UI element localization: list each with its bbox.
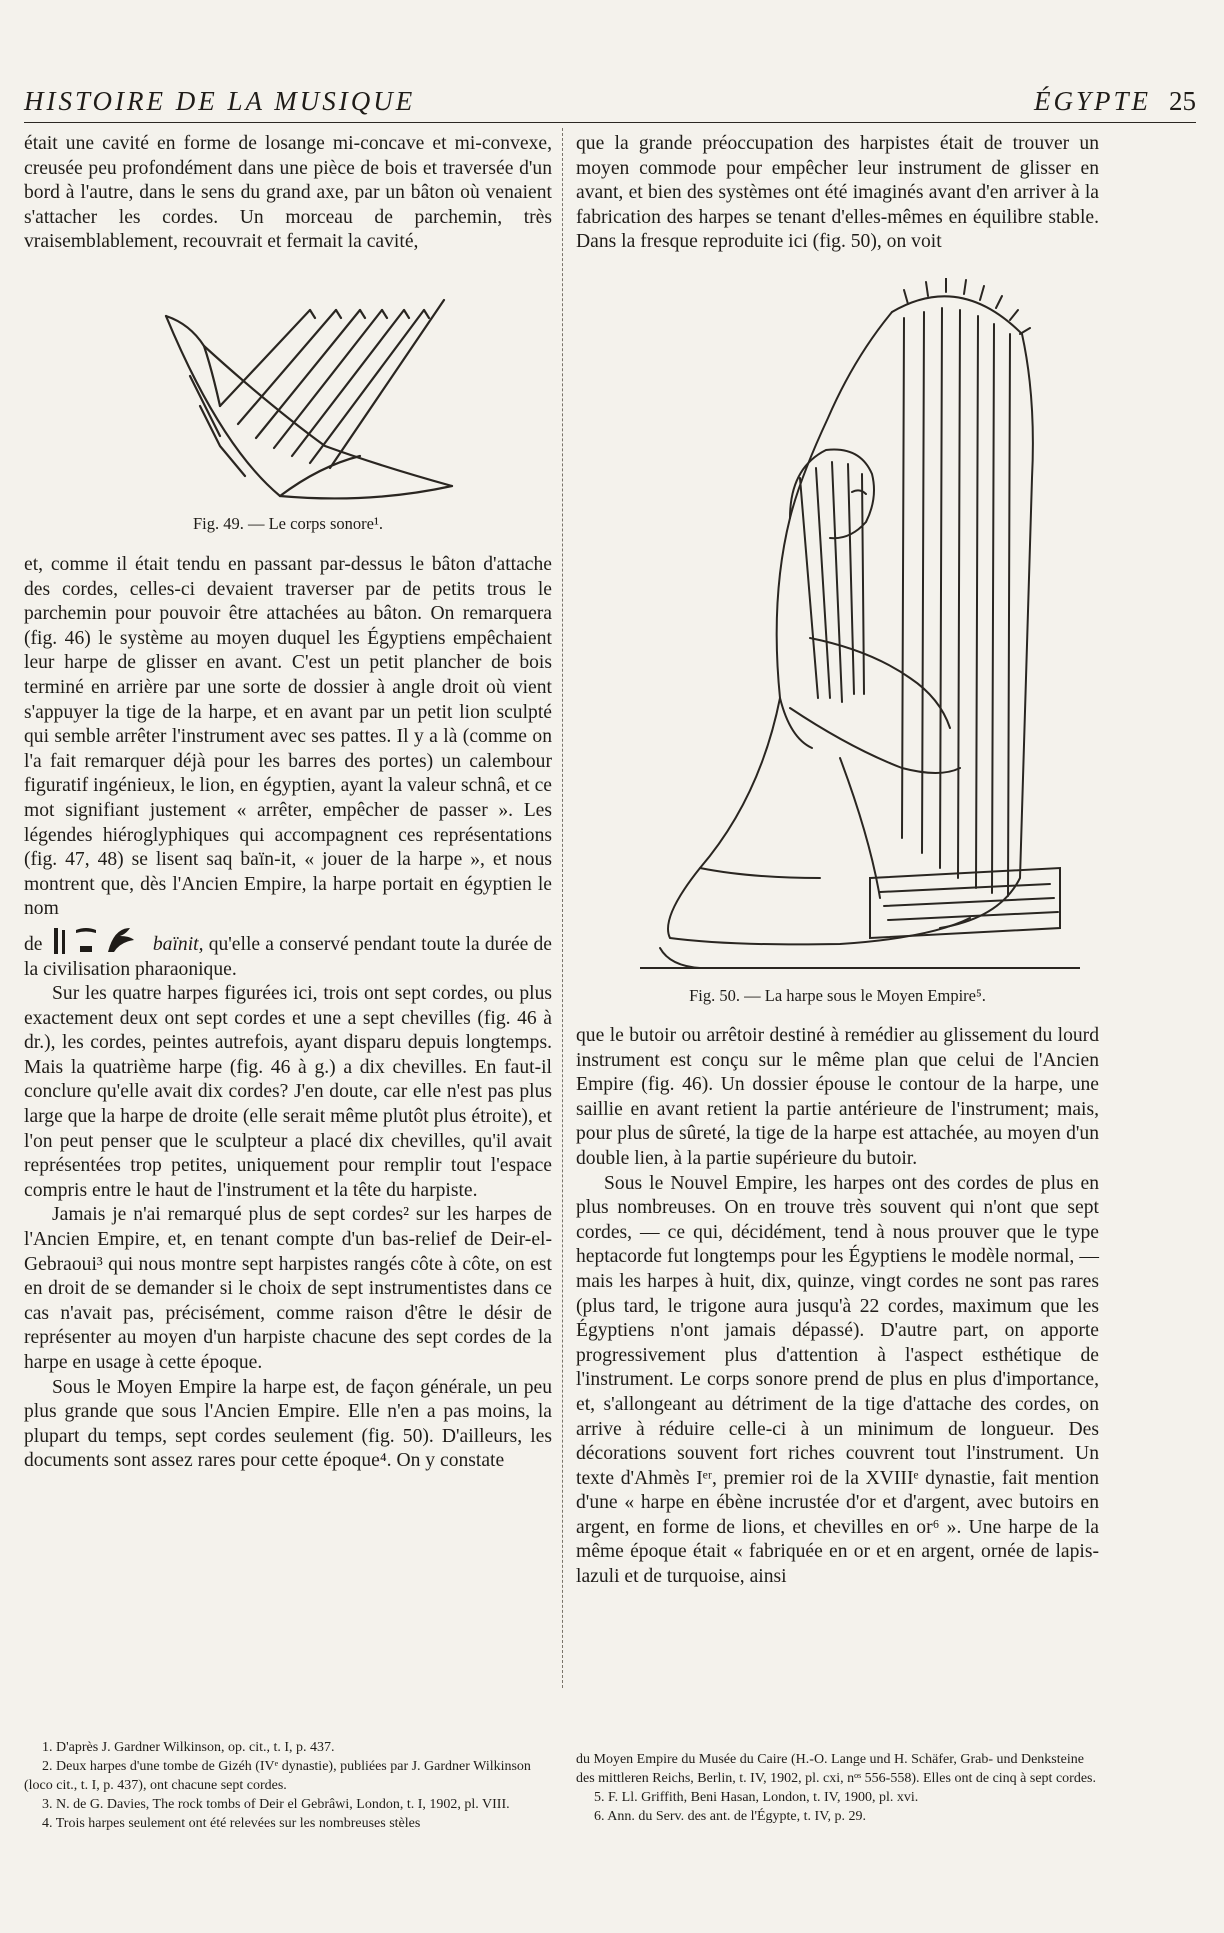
footnote-1: 1. D'après J. Gardner Wilkinson, op. cit., t. I, p. 437.	[42, 1740, 335, 1755]
left-paragraph-2: Sur les quatre harpes figurées ici, trois ont sept cordes, ou plus exactement deux ont sept cordes et une a sept chevilles (fig. 46 à dr.), les cordes, peintes autrefois, ayant disparu depuis longtemps. Mais la quatrième harpe (fig. 46 à g.) a dix chevilles. En faut-il conclure qu'elle avait dix cordes? J'en doute, car elle n'est pas plus large que la harpe de droite (elle serait même plutôt plus étroite), et l'on peut penser que le sculpteur a placé dix chevilles, qu'il avait représentées trop petites, uniquement pour remplir tout l'espace compris entre le haut de l'instrument et la tête du harpiste.	[24, 983, 552, 1201]
left-p1-end-prefix: de	[24, 933, 43, 955]
left-paragraph-3: Jamais je n'ai remarqué plus de sept cordes² sur les harpes de l'Ancien Empire, et, en tenant compte d'un bas-relief de Deir-el-Gebraoui³ qui nous montre sept harpistes rangés côte à côte, on est en droit de se demander si le choix de sept instrumentistes dans ce cas n'avait pas, précisément, comme raison d'être le désir de représenter au moyen d'un harpiste chacune des sept cordes de la harpe en usage à cette époque.	[24, 1204, 552, 1373]
right-column-body	[576, 1024, 1099, 1590]
right-paragraph-1: que le butoir ou arrêtoir destiné à remédier au glissement du lourd instrument est conçu sur le même plan que celui de l'Ancien Empire (fig. 46). Un dossier épouse le contour de la harpe, une saillie en avant retient la partie antérieure de l'instrument; mais, pour plus de sûreté, la tige de la harpe est attachée, au moyen d'un double lien, à la partie supérieure du butoir.	[576, 1025, 1099, 1169]
header-rule	[24, 122, 1196, 123]
left-paragraph-4: Sous le Moyen Empire la harpe est, de façon générale, un peu plus grande que sous l'Ancien Empire. Elle n'en a pas moins, la plupart du temps, sept cordes seulement (fig. 50). D'ailleurs, les documents sont assez rares pour cette époque⁴. On y constate	[24, 1376, 552, 1472]
left-column-top	[24, 132, 552, 255]
right-top-paragraph: que la grande préoccupation des harpistes était de trouver un moyen commode pour empêcher leur instrument de glisser en avant, et bien des systèmes ont été imaginés avant d'en arriver à la fabrication des harpes se tenant d'elles-mêmes en équilibre stable. Dans la fresque reproduite ici (fig. 50), on voit	[576, 133, 1099, 253]
figure-50-caption: Fig. 50. — La harpe sous le Moyen Empire⁵.	[689, 986, 986, 1005]
footnote-4: 4. Trois harpes seulement ont été relevées sur les nombreuses stèles	[42, 1816, 421, 1831]
footnote-4-continued: du Moyen Empire du Musée du Caire (H.-O. Lange und H. Schäfer, Grab- und Denksteine des mittleren Reichs, Berlin, t. IV, 1902, pl. cxi, nᵒˢ 556-558). Elles ont de cinq à sept cordes.	[576, 1752, 1096, 1786]
left-top-paragraph: était une cavité en forme de losange mi-concave et mi-convexe, creusée peu profondément dans une pièce de bois et traversée d'un bord à l'autre, dans le sens du grand axe, par un bâton où venaient s'attacher les cordes. Un morceau de parchemin, très vraisemblablement, recouvrait et fermait la cavité,	[24, 133, 552, 253]
left-column-body	[24, 553, 552, 1474]
footnote-2: 2. Deux harpes d'une tombe de Gizéh (IVᵉ dynastie), publiées par J. Gardner Wilkinson (loco cit., t. I, p. 437), ont chacune sept cordes.	[24, 1759, 531, 1793]
figure-50-harpist-drawing	[640, 278, 1080, 984]
footnote-3: 3. N. de G. Davies, The rock tombs of Deir el Gebrâwi, London, t. I, 1902, pl. VIII.	[42, 1797, 510, 1812]
right-paragraph-2: Sous le Nouvel Empire, les harpes ont des cordes de plus en plus nombreuses. On en trouve très souvent qui n'ont que sept cordes, — ce qui, décidément, tend à nous prouver que le type heptacorde fut longtemps pour les Égyptiens le modèle normal, — mais les harpes à huit, dix, quinze, vingt cordes ne sont pas rares (plus tard, le trigone aura jusqu'à 22 cordes, maximum que les Égyptiens n'ont jamais dépassé). D'autre part, on apporte progressivement plus d'attention à l'aspect esthétique de l'instrument. Le corps sonore prend de plus en plus d'importance, et, s'allongeant au détriment de la tige d'attache des cordes, on arrive à réduire celle-ci à un minimum de longueur. Des décorations souvent fort riches couvrent tout l'instrument. Un texte d'Ahmès Iᵉʳ, premier roi de la XVIIIᵉ dynastie, fait mention d'une « harpe en ébène incrustée d'or et d'argent, avec butoirs en argent, en forme de lions, et chevilles en or⁶ ». Une harpe de la même époque était « fabriquée en or et en argent, ornée de lapis-lazuli et de turquoise, ainsi	[576, 1172, 1099, 1588]
page-number: 25	[1169, 86, 1196, 116]
left-p1-end-word: baïnit,	[152, 933, 204, 955]
column-separator	[562, 128, 563, 1688]
header-title: HISTOIRE DE LA MUSIQUE	[24, 86, 416, 116]
figure-49-sound-box-drawing	[160, 296, 460, 508]
left-paragraph-1-end	[24, 926, 552, 982]
left-paragraph-1: et, comme il était tendu en passant par-dessus le bâton d'attache des cordes, celles-ci devaient traverser par de petits trous le parchemin pour pouvoir être attachées au bâton. On remarquera (fig. 46) le système au moyen duquel les Égyptiens empêchaient leur harpe de glisser en avant. C'est un petit plancher de bois terminé en arrière par une sorte de dossier à angle droit où vient s'appuyer la tige de la harpe, et en avant par un petit lion sculpté qui semble arrêter l'instrument avec ses pattes. Il y a là (comme on l'a fait remarquer déjà pour les barres des portes) un calembour figuratif ingénieux, le lion, en égyptien, ayant la valeur schnâ, et ce mot signifiant justement « arrêter, empêcher de passer ». Les légendes hiéroglyphiques qui accompagnent ces représentations (fig. 47, 48) se lisent saq baïn-it, « jouer de la harpe », et nous montrent que, dès l'Ancien Empire, la harpe portait en égyptien le nom	[24, 554, 552, 920]
footnotes-left	[24, 1738, 552, 1833]
header-section	[1034, 86, 1196, 117]
footnote-5: 5. F. Ll. Griffith, Beni Hasan, London, t. IV, 1900, pl. xvi.	[594, 1790, 919, 1805]
right-column-top	[576, 132, 1099, 255]
left-p1-end-suffix: qu'elle a conservé pendant toute la durée de la civilisation pharaonique.	[24, 933, 553, 980]
hieroglyph-inscription-icon	[48, 926, 148, 956]
figure-49-caption: Fig. 49. — Le corps sonore¹.	[192, 514, 384, 533]
footnote-6: 6. Ann. du Serv. des ant. de l'Égypte, t. IV, p. 29.	[594, 1809, 866, 1824]
header-section-name: ÉGYPTE	[1033, 86, 1151, 116]
running-header	[24, 86, 1196, 120]
footnotes-right	[576, 1750, 1099, 1826]
